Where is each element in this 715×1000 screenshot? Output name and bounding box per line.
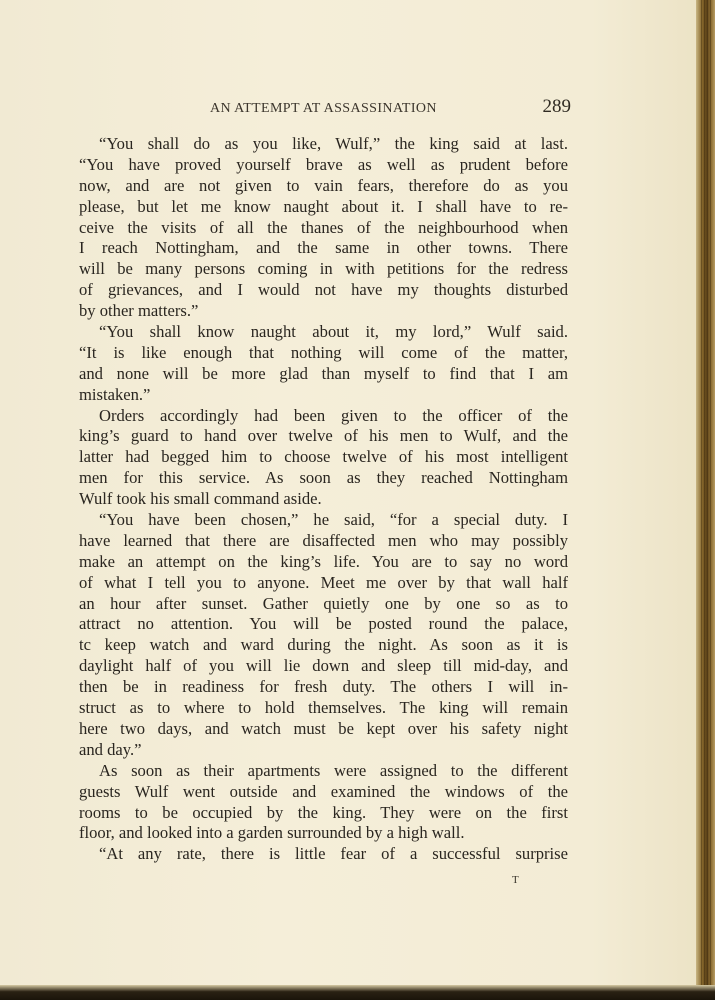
text-line: please, but let me know naught about it. I shall have to re- — [79, 196, 568, 216]
text-line: men for this service. As soon as they reached Nottingham — [79, 468, 568, 488]
text-line: tc keep watch and ward during the night. As soon as it is — [79, 635, 568, 655]
text-line: daylight half of you will lie down and sleep till mid-day, and — [79, 656, 568, 676]
text-line: mistaken.” — [79, 384, 151, 404]
text-line: rooms to be occupied by the king. They were on the first — [79, 802, 568, 822]
text-line: ceive the visits of all the thanes of the neighbourhood when — [79, 217, 568, 237]
text-line: now, and are not given to vain fears, therefore do as you — [79, 175, 568, 195]
text-line: of what I tell you to anyone. Meet me over by that wall half — [79, 572, 568, 592]
text-line: Wulf took his small command aside. — [79, 489, 322, 509]
text-line: have learned that there are disaffected men who may possibly — [79, 530, 568, 550]
text-line: by other matters.” — [79, 301, 199, 321]
text-line: “You shall know naught about it, my lord,” Wulf said. — [99, 322, 568, 342]
text-line: and none will be more glad than myself to find that I am — [79, 363, 568, 383]
text-line: “You shall do as you like, Wulf,” the king said at last. — [99, 134, 568, 153]
text-line: “You have been chosen,” he said, “for a special duty. I — [99, 510, 568, 530]
text-line: I reach Nottingham, and the same in other towns. There — [79, 238, 568, 258]
text-line: “It is like enough that nothing will come of the matter, — [79, 342, 568, 362]
text-line: then be in readiness for fresh duty. The others I will in- — [79, 677, 568, 697]
text-line: attract no attention. You will be posted round the palace, — [79, 614, 568, 634]
text-line: an hour after sunset. Gather quietly one by one so as to — [79, 593, 568, 613]
text-line: latter had begged him to choose twelve of his most intelligent — [79, 447, 568, 467]
signature-mark: T — [512, 874, 519, 886]
page-header — [186, 96, 571, 120]
running-head: AN ATTEMPT AT ASSASSINATION — [210, 101, 437, 116]
page-bottom-edge — [0, 985, 715, 1000]
text-line: make an attempt on the king’s life. You are to say no word — [79, 551, 568, 571]
body-text — [79, 134, 568, 865]
text-line: and day.” — [79, 739, 142, 759]
text-line: will be many persons coming in with petitions for the redress — [79, 259, 568, 279]
text-line: of grievances, and I would not have my thoughts disturbed — [79, 280, 568, 300]
text-line: Orders accordingly had been given to the officer of the — [99, 405, 568, 425]
text-line: here two days, and watch must be kept over his safety night — [79, 718, 568, 738]
text-line: floor, and looked into a garden surrounded by a high wall. — [79, 823, 465, 843]
binding-page-edges — [701, 0, 711, 1000]
text-line: king’s guard to hand over twelve of his men to Wulf, and the — [79, 426, 568, 446]
text-line: struct as to where to hold themselves. The king will remain — [79, 698, 568, 718]
text-line: “At any rate, there is little fear of a successful surprise — [99, 844, 568, 864]
page-number: 289 — [542, 96, 571, 117]
text-line: As soon as their apartments were assigned to the different — [99, 760, 568, 780]
text-line: “You have proved yourself brave as well as prudent before — [79, 154, 568, 174]
text-line: guests Wulf went outside and examined the windows of the — [79, 781, 568, 801]
